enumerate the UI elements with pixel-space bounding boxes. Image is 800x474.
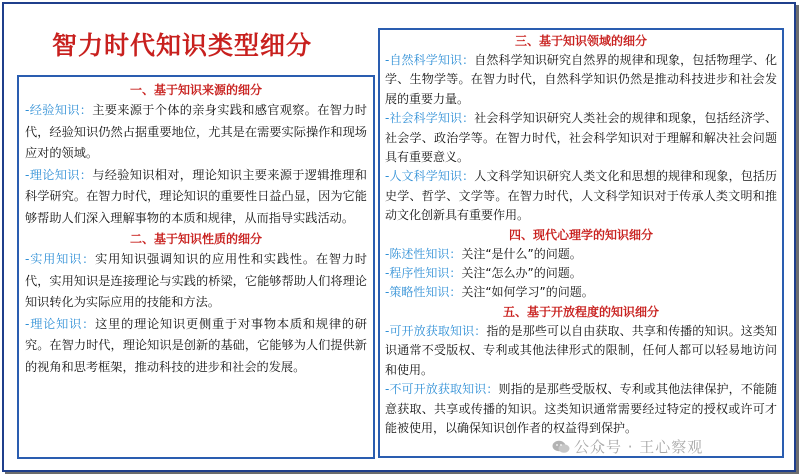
section-heading-2: 二、基于知识性质的细分 bbox=[129, 232, 262, 246]
paragraph-text: 则指的是那些受版权、专利或其他法律保护，不能随意获取、共享或传播的知识。这类知识通常需要经过特定的授权或许可才能被使用，以确保知识创作者的权益得到保护。 bbox=[385, 382, 777, 435]
paragraph-strategic bbox=[380, 283, 782, 302]
paragraph-natural-science bbox=[380, 51, 782, 109]
paragraph-text: 关注“如何学习”的问题。 bbox=[461, 285, 594, 300]
term-label: -陈述性知识： bbox=[385, 246, 462, 261]
watermark-text: 公众号 · 王心察观 bbox=[574, 438, 704, 456]
paragraph-text: 社会科学知识研究人类社会的规律和现象，包括经济学、社会学、政治学等。在智力时代，社会科学知识对于理解和解决社会问题具有重要意义。 bbox=[385, 111, 777, 165]
paragraph-procedural bbox=[380, 264, 782, 283]
term-label: -策略性知识： bbox=[385, 285, 462, 300]
paragraph-non-open-access bbox=[380, 380, 782, 438]
paragraph-declarative bbox=[380, 245, 782, 264]
section-heading-1: 一、基于知识来源的细分 bbox=[129, 83, 262, 97]
watermark bbox=[552, 436, 703, 457]
wechat-icon bbox=[552, 440, 570, 454]
term-label: -不可开放获取知识： bbox=[385, 382, 499, 397]
paragraph-theory-knowledge-2 bbox=[19, 314, 373, 379]
paragraph-text: 实用知识强调知识的应用性和实践性。在智力时代，实用知识是连接理论与实践的桥梁，它能够帮助人们将理论知识转化为实际应用的技能和方法。 bbox=[25, 252, 367, 309]
paragraph-social-science bbox=[380, 109, 782, 167]
left-panel bbox=[17, 75, 375, 459]
term-label: -经验知识： bbox=[25, 103, 93, 117]
term-label: -程序性知识： bbox=[385, 266, 462, 281]
paragraph-open-access bbox=[380, 322, 782, 380]
paragraph-text: 这里的理论知识更侧重于对事物本质和规律的研究。在智力时代，理论知识是创新的基础，它能够为人们提供新的视角和思考框架，推动科技的进步和社会的发展。 bbox=[25, 316, 367, 374]
section-heading-5: 五、基于开放程度的知识细分 bbox=[502, 304, 659, 319]
term-label: -理论知识： bbox=[25, 167, 93, 182]
page-title: 智力时代知识类型细分 bbox=[52, 31, 313, 60]
paragraph-humanities bbox=[380, 167, 782, 225]
term-label: -社会科学知识： bbox=[385, 111, 475, 126]
paragraph-text: 关注“是什么”的问题。 bbox=[461, 246, 582, 261]
section-heading-3: 三、基于知识领域的细分 bbox=[514, 34, 647, 48]
paragraph-practical-knowledge bbox=[19, 249, 373, 314]
paragraph-theory-knowledge bbox=[19, 165, 373, 230]
term-label: -可开放获取知识： bbox=[385, 323, 487, 338]
paragraph-text: 人文科学知识研究人类文化和思想的规律和现象，包括历史学、哲学、文学等。在智力时代，人文科学知识对于传承人类文明和推动文化创新具有重要作用。 bbox=[385, 169, 777, 223]
paragraph-text: 指的是那些可以自由获取、共享和传播的知识。这类知识通常不受版权、专利或其他法律形式的限制，任何人都可以轻易地访问和使用。 bbox=[385, 323, 777, 377]
term-label: -实用知识： bbox=[25, 252, 96, 266]
paragraph-text: 主要来源于个体的亲身实践和感官观察。在智力时代，经验知识仍然占据重要地位，尤其是在需要实际操作和现场应对的领域。 bbox=[25, 103, 367, 160]
right-panel bbox=[378, 28, 784, 458]
term-label: -理论知识： bbox=[25, 316, 96, 331]
term-label: -自然科学知识： bbox=[385, 53, 475, 67]
paragraph-experience-knowledge bbox=[19, 100, 373, 165]
paragraph-text: 关注“怎么办”的问题。 bbox=[461, 266, 582, 281]
section-heading-4: 四、现代心理学的知识细分 bbox=[508, 227, 653, 242]
paragraph-text: 自然科学知识研究自然界的规律和现象，包括物理学、化学、生物学等。在智力时代，自然科学知识仍然是推动科技进步和社会发展的重要力量。 bbox=[385, 53, 777, 106]
term-label: -人文科学知识： bbox=[385, 169, 475, 184]
paragraph-text: 与经验知识相对，理论知识主要来源于逻辑推理和科学研究。在智力时代，理论知识的重要性日益凸显，因为它能够帮助人们深入理解事物的本质和规律，从而指导实践活动。 bbox=[25, 167, 367, 225]
